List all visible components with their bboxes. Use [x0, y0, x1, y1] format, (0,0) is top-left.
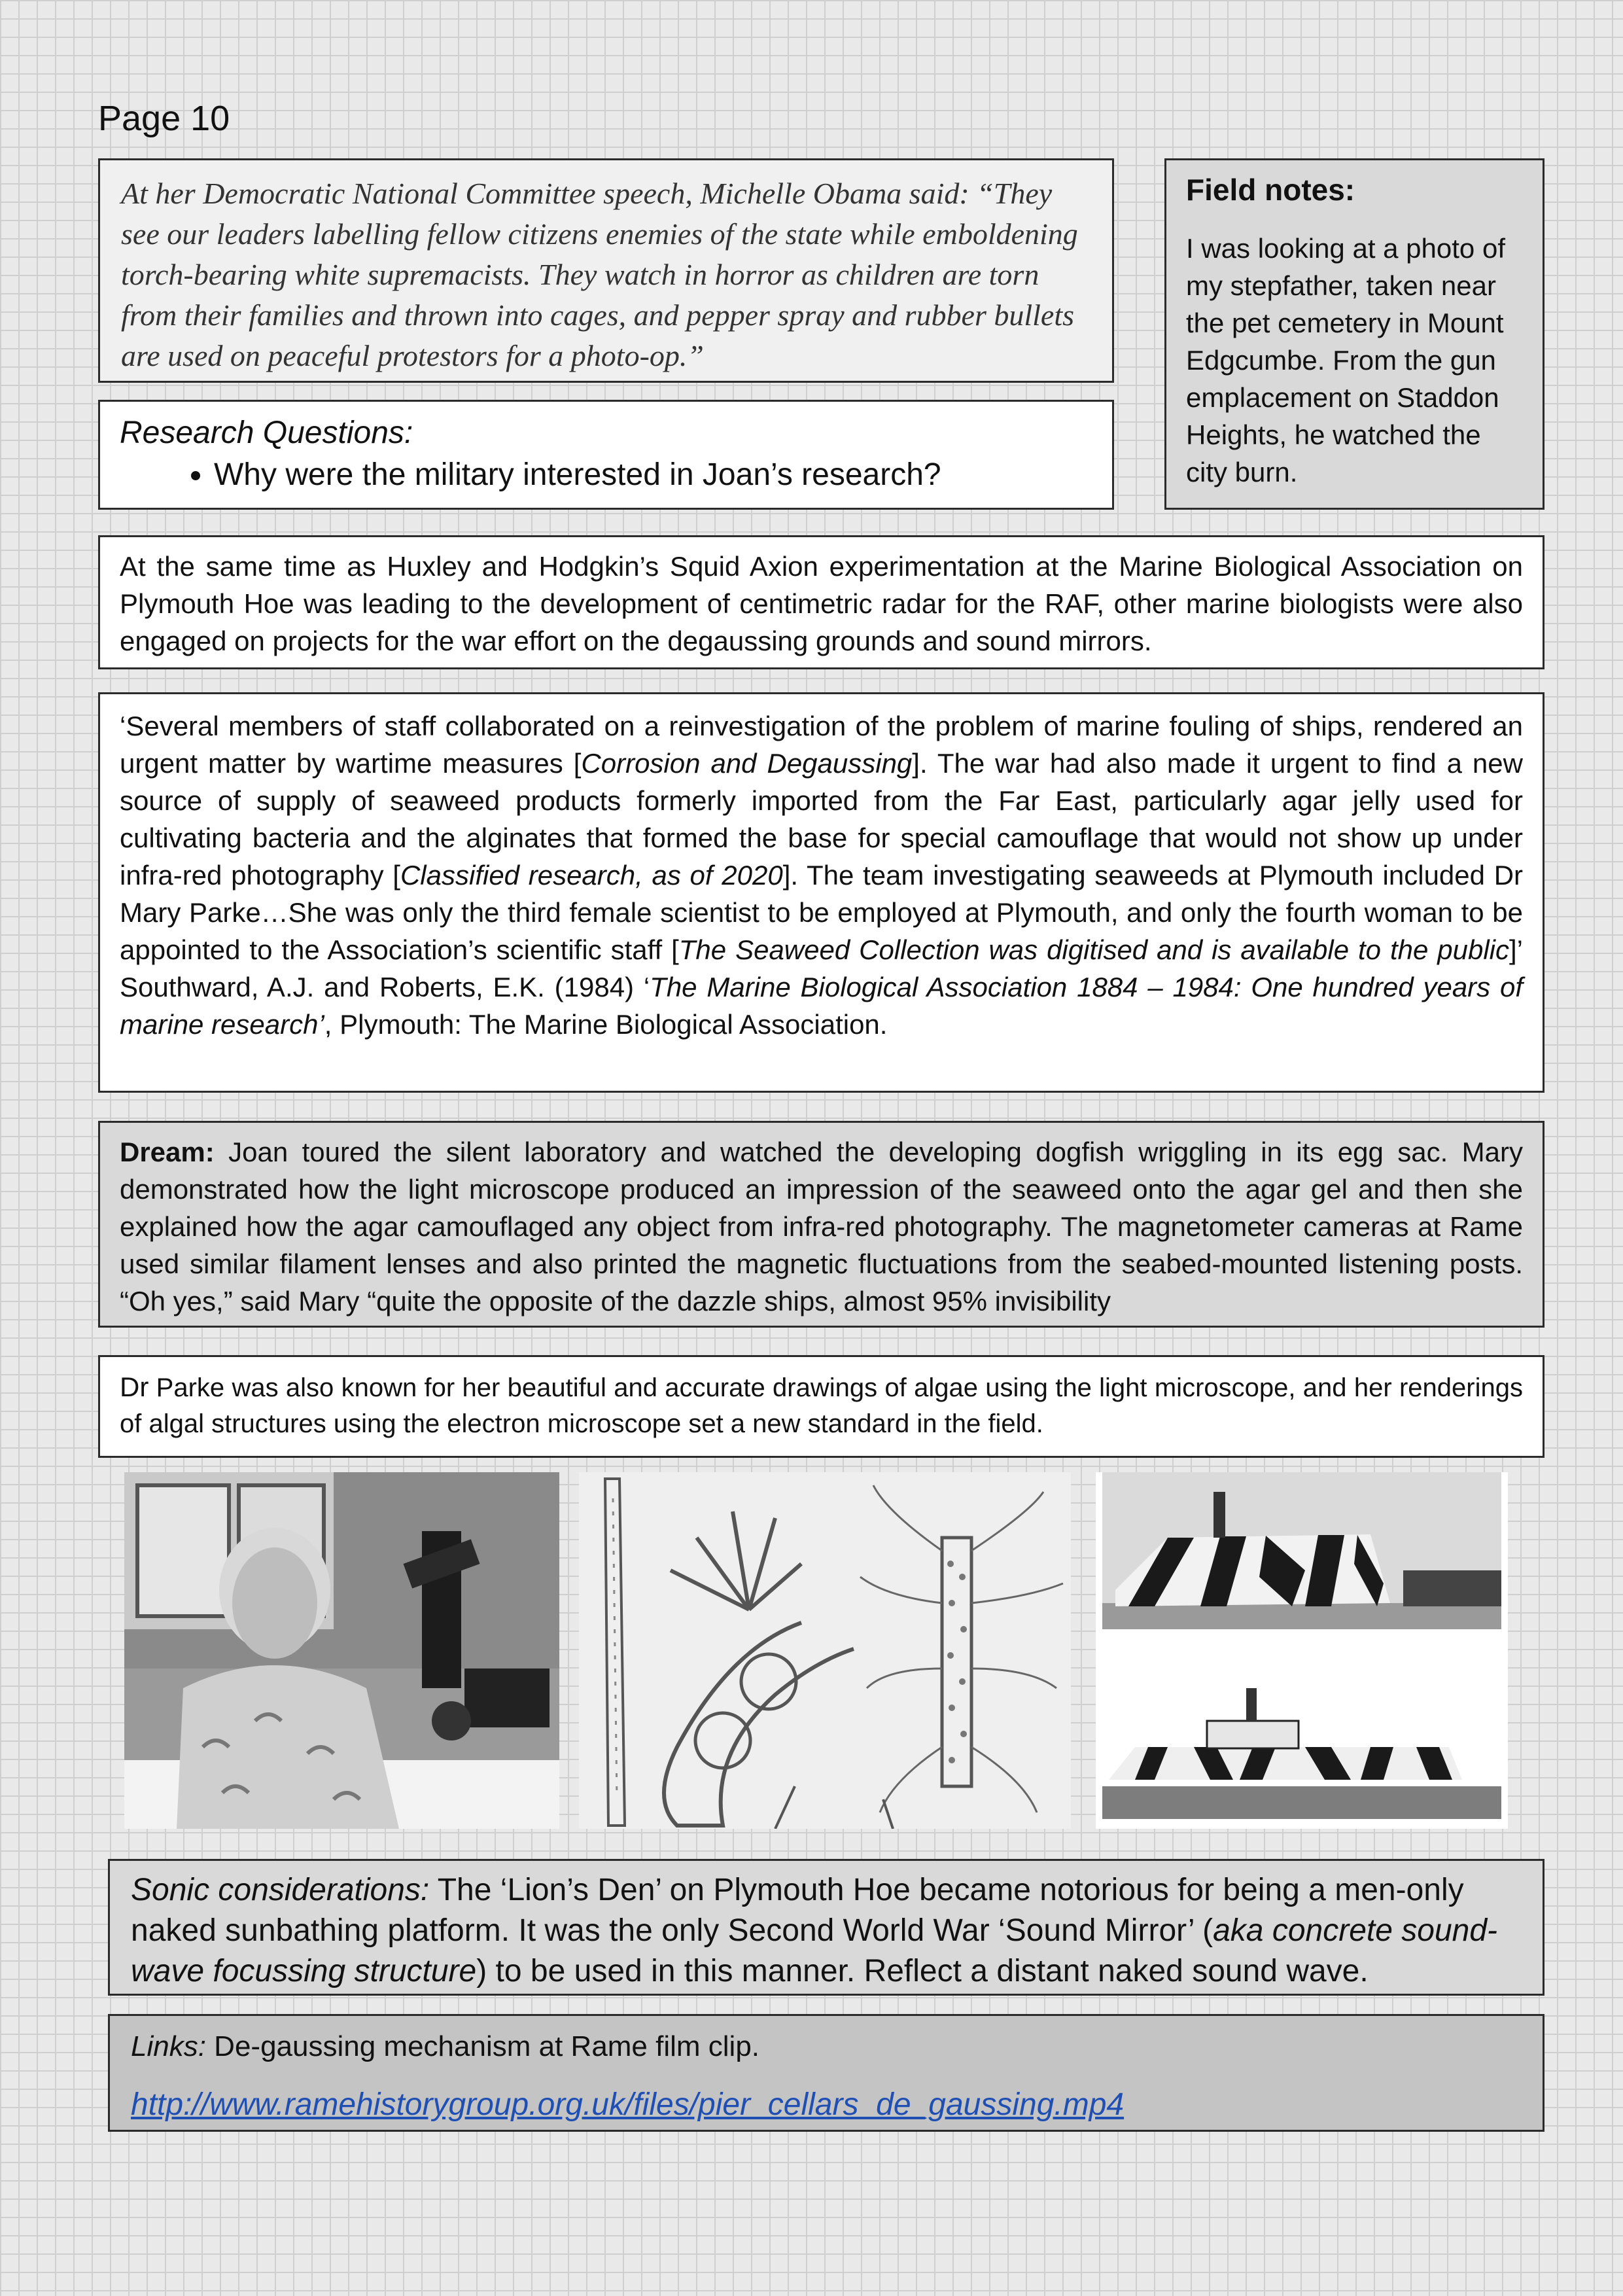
sonic-text-1: The ‘Lion’s Den’ on Plymouth Hoe became notorious for being a men-only naked sunbathing platform. It was the only Second World War ‘Sound Mirror’ (	[131, 1873, 1464, 1948]
links-label: Links:	[131, 2030, 206, 2062]
algae-drawings-illustration	[579, 1472, 1071, 1829]
huxley-paragraph: At the same time as Huxley and Hodgkin’s Squid Axion experimentation at the Marine Biological Association on Plymouth Hoe was leading to the development of centimetric radar for the RAF, other marine biologists were also engaged on projects for the war effort on the degaussing grounds and sound mirrors.	[120, 551, 1523, 656]
staff-quote-text-3: ]. The team investigating seaweeds at Plymouth included Dr Mary Parke…She was only the third female scientist to be employed at Plymouth, and only the fourth woman to be appointed to the Association’s scientific staff [	[120, 860, 1524, 965]
mary-parke-photo	[124, 1472, 559, 1829]
sonic-text-2: ) to be used in this manner. Reflect a distant naked sound wave.	[476, 1954, 1369, 1988]
sonic-label: Sonic considerations:	[131, 1873, 430, 1907]
staff-quote-italic-2: Classified research, as of 2020	[400, 860, 783, 891]
staff-quote-box	[98, 692, 1544, 1093]
field-notes-text: I was looking at a photo of my stepfather, taken near the pet cemetery in Mount Edgcumbe. From the gun emplacement on Staddon Heights, he watched the city burn.	[1186, 233, 1505, 487]
links-text: De-gaussing mechanism at Rame film clip.	[205, 2030, 760, 2062]
staff-quote-text-2: ]. The war had also made it urgent to find a new source of supply of seaweed products formerly imported from the Far East, particularly agar jelly used for cultivating bacteria and the alginates that formed the base for special camouflage that would not show up under infra-red photography [	[120, 748, 1523, 891]
research-question-item: • Why were the military interested in Joan’s research?	[214, 455, 1092, 495]
dream-box	[98, 1121, 1544, 1328]
dream-paragraph	[120, 1133, 1523, 1320]
dream-label: Dream:	[120, 1137, 215, 1167]
staff-quote-text-1: ‘Several members of staff collaborated on a reinvestigation of the problem of marine fouling of ships, rendered an urgent matter by wartime measures [	[120, 711, 1523, 779]
research-questions-box	[98, 400, 1114, 510]
staff-quote-italic-1: Corrosion and Degaussing	[581, 748, 913, 779]
research-questions-title: Research Questions:	[120, 415, 413, 450]
staff-quote-text-5: , Plymouth: The Marine Biological Association.	[324, 1009, 888, 1040]
staff-quote-italic-4: The Marine Biological Association 1884 – 1984: One hundred years of marine research’	[120, 972, 1523, 1040]
film-clip-link[interactable]: http://www.ramehistorygroup.org.uk/files/pier_cellars_de_gaussing.mp4	[131, 2087, 1125, 2122]
parke-paragraph	[120, 1369, 1523, 1442]
huxley-paragraph-box	[98, 535, 1544, 669]
sonic-paragraph	[131, 1870, 1522, 1992]
parke-lead: Dr	[120, 1371, 149, 1402]
dazzle-ships-photo	[1096, 1472, 1508, 1829]
staff-quote	[120, 707, 1523, 1043]
links-box	[108, 2014, 1544, 2132]
staff-quote-text-4: ]’ Southward, A.J. and Roberts, E.K. (1984) ‘	[120, 934, 1523, 1002]
sonic-considerations-box	[108, 1859, 1544, 1996]
sonic-italic: aka concrete sound-wave focussing structure	[131, 1913, 1498, 1988]
field-notes-title: Field notes:	[1186, 173, 1355, 207]
field-notes-box	[1164, 158, 1544, 510]
staff-quote-italic-3: The Seaweed Collection was digitised and is available to the public	[678, 934, 1509, 965]
links-line	[131, 2028, 1522, 2066]
dream-text: Joan toured the silent laboratory and watched the developing dogfish wriggling in its egg sac. Mary demonstrated how the light microscope produced an impression of the seaweed onto the agar gel and then she explained how the agar camouflaged any object from infra-red photography. The magnetometer cameras at Rame used similar filament lenses and also printed the magnetic fluctuations from the seabed-mounted listening posts. “Oh yes,” said Mary “quite the opposite of the dazzle ships, almost 95% invisibility	[120, 1137, 1523, 1316]
obama-quote: At her Democratic National Committee speech, Michelle Obama said: “They see our leaders labelling fellow citizens enemies of the state while emboldening torch-bearing white supremacists. They watch in horror as children are torn from their families and thrown into cages, and pepper spray and rubber bullets are used on peaceful protestors for a photo-op.”	[121, 177, 1078, 372]
page-number: Page 10	[98, 99, 230, 138]
research-questions-list	[120, 455, 1092, 495]
parke-text: Parke was also known for her beautiful and accurate drawings of algae using the light microscope, and her renderings of algal structures using the electron microscope set a new standard in the field.	[120, 1373, 1523, 1438]
parke-paragraph-box	[98, 1355, 1544, 1458]
quote-box	[98, 158, 1114, 383]
